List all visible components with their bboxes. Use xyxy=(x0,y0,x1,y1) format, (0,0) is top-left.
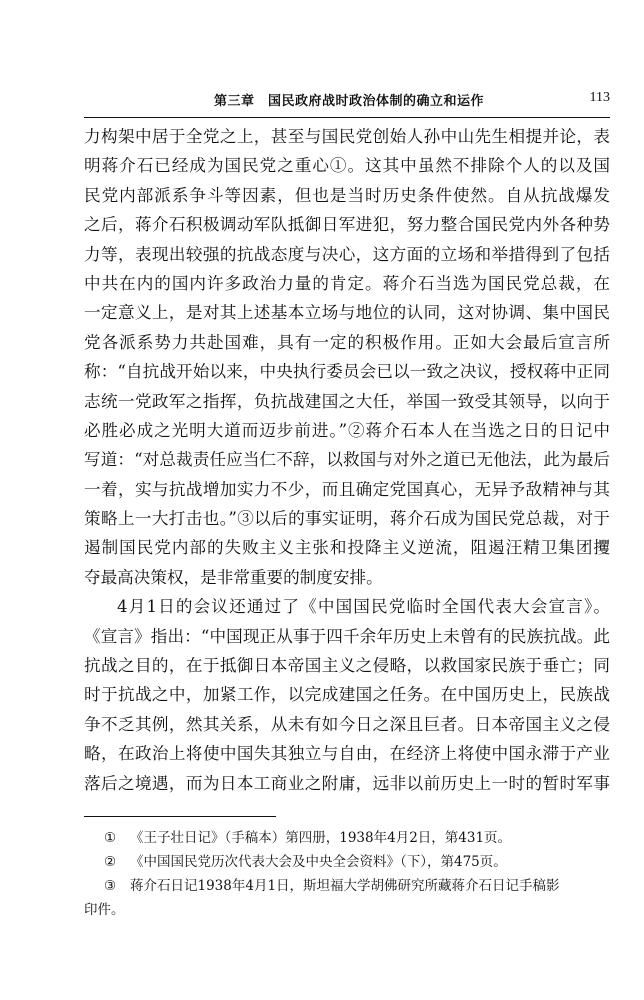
page-header xyxy=(84,90,610,114)
footnote-text: 《中国国民党历次代表大会及中央全会资料》（下），第475页。 xyxy=(130,854,507,870)
footnote-mark: ① xyxy=(104,830,117,846)
body-line: 中共在内的国内许多政治力量的肯定。蒋介石当选为国民党总裁，在 xyxy=(84,273,610,293)
body-line: 抗战之目的，在于抵御日本帝国主义之侵略，以救国家民族于垂亡；同 xyxy=(84,656,610,676)
body-line: 《宣言》指出：“中国现正从事于四千余年历史上未曾有的民族抗战。此 xyxy=(84,626,610,646)
footnote-text: 印件。 xyxy=(84,902,125,918)
body-line: 民党内部派系争斗等因素，但也是当时历史条件使然。自从抗战爆发 xyxy=(84,185,610,205)
header-rule xyxy=(84,117,610,118)
page-number: 113 xyxy=(589,90,610,105)
body-line: 时于抗战之中，加紧工作，以完成建国之任务。在中国历史上，民族战 xyxy=(84,685,610,705)
body-line: 4月1日的会议还通过了《中国国民党临时全国代表大会宣言》。 xyxy=(117,597,610,617)
body-text xyxy=(84,122,610,798)
footnote-rule xyxy=(84,816,276,817)
body-line: 略，在政治上将使中国失其独立与自由，在经济上将使中国永滞于产业 xyxy=(84,744,610,764)
body-line: 夺最高决策权，是非常重要的制度安排。 xyxy=(84,567,383,587)
footnote-3-continued xyxy=(84,898,610,922)
body-line: 策略上一大打击也。”③以后的事实证明，蒋介石成为国民党总裁，对于 xyxy=(84,509,610,529)
body-line: 争不乏其例，然其关系，从未有如今日之深且巨者。日本帝国主义之侵 xyxy=(84,714,610,734)
body-line: 力构架中居于全党之上，甚至与国民党创始人孙中山先生相提并论，表 xyxy=(84,127,610,146)
footnotes xyxy=(84,826,610,922)
body-line: 落后之境遇，而为日本工商业之附庸，远非以前历史上一时的暂时军事 xyxy=(84,773,610,793)
body-line: 明蒋介石已经成为国民党之重心①。这其中虽然不排除个人的以及国 xyxy=(84,156,610,176)
body-line: 志统一党政军之指挥，负抗战建国之大任，举国一致受其领导，以向于 xyxy=(84,391,610,411)
body-line: 力等，表现出较强的抗战态度与决心，这方面的立场和举措得到了包括 xyxy=(84,244,610,264)
body-line: 遏制国民党内部的失败主义主张和投降主义逆流，阻遏汪精卫集团攫 xyxy=(84,538,610,558)
footnote-text: 《王子壮日记》（手稿本）第四册，1938年4月2日，第431页。 xyxy=(130,830,512,846)
footnote-1 xyxy=(84,826,610,850)
body-line: 一定意义上，是对其上述基本立场与地位的认同，这对协调、集中国民 xyxy=(84,303,610,323)
body-line: 党各派系势力共赴国难，具有一定的积极作用。正如大会最后宣言所 xyxy=(84,332,610,352)
footnote-3 xyxy=(84,874,610,898)
body-line: 写道：“对总裁责任应当仁不辞，以救国与对外之道已无他法，此为最后 xyxy=(84,450,610,470)
footnote-mark: ③ xyxy=(104,878,117,894)
body-line: 称：“自抗战开始以来，中央执行委员会已以一致之决议，授权蒋中正同 xyxy=(84,362,610,382)
body-line: 必胜必成之光明大道而迈步前进。”②蒋介石本人在当选之日的日记中 xyxy=(84,420,610,440)
running-head: 第三章 国民政府战时政治体制的确立和运作 xyxy=(214,94,485,109)
footnote-text: 蒋介石日记1938年4月1日，斯坦福大学胡佛研究所藏蒋介石日记手稿影 xyxy=(130,878,560,894)
footnote-mark: ② xyxy=(104,854,117,870)
body-line: 一着，实与抗战增加实力不少，而且确定党国真心，无异予敌精神与其 xyxy=(84,479,610,499)
footnote-2 xyxy=(84,850,610,874)
body-line: 之后，蒋介石积极调动军队抵御日军进犯，努力整合国民党内外各种势 xyxy=(84,215,610,235)
